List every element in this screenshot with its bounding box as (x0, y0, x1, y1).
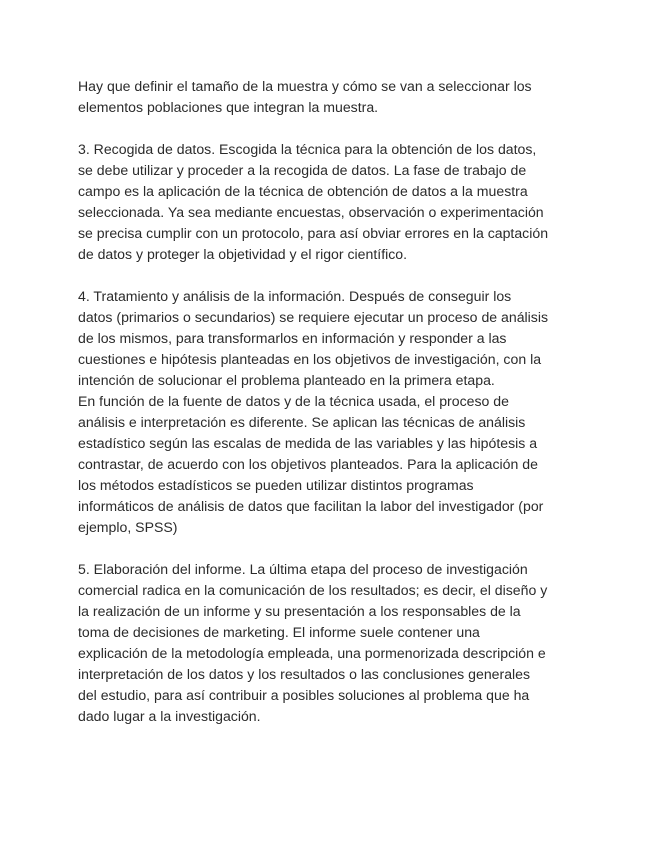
text-line: elementos poblaciones que integran la muestra. (78, 99, 379, 115)
text-line: ejemplo, SPSS) (78, 519, 178, 535)
text-line: contrastar, de acuerdo con los objetivos planteados. Para la aplicación de (78, 456, 538, 472)
text-line: dado lugar a la investigación. (78, 708, 261, 724)
paragraph-elaboracion-informe (78, 559, 588, 727)
text-line: análisis e interpretación es diferente. Se aplican las técnicas de análisis (78, 414, 526, 430)
text-line: campo es la aplicación de la técnica de obtención de datos a la muestra (78, 183, 528, 199)
text-line: 4. Tratamiento y análisis de la información. Después de conseguir los (78, 288, 512, 304)
paragraph-muestra (78, 76, 588, 118)
text-line: explicación de la metodología empleada, una pormenorizada descripción e (78, 645, 546, 661)
text-line: datos (primarios o secundarios) se requiere ejecutar un proceso de análisis (78, 309, 549, 325)
text-line: toma de decisiones de marketing. El informe suele contener una (78, 624, 480, 640)
paragraph-recogida-de-datos (78, 139, 588, 265)
text-line: comercial radica en la comunicación de los resultados; es decir, el diseño y (78, 582, 548, 598)
text-line: estadístico según las escalas de medida de las variables y las hipótesis a (78, 435, 538, 451)
text-line: de los mismos, para transformarlos en información y responder a las (78, 330, 507, 346)
text-line: del estudio, para así contribuir a posibles soluciones al problema que ha (78, 687, 530, 703)
text-line: 5. Elaboración del informe. La última etapa del proceso de investigación (78, 561, 528, 577)
paragraph-tratamiento-analisis (78, 286, 588, 538)
text-line: seleccionada. Ya sea mediante encuestas, observación o experimentación (78, 204, 544, 220)
text-line: Hay que definir el tamaño de la muestra y cómo se van a seleccionar los (78, 78, 532, 94)
text-line: se precisa cumplir con un protocolo, para así obviar errores en la captación (78, 225, 549, 241)
text-line: 3. Recogida de datos. Escogida la técnica para la obtención de los datos, (78, 141, 537, 157)
text-line: En función de la fuente de datos y de la técnica usada, el proceso de (78, 393, 509, 409)
text-line: de datos y proteger la objetividad y el rigor científico. (78, 246, 408, 262)
text-line: los métodos estadísticos se pueden utilizar distintos programas (78, 477, 474, 493)
document-body (78, 76, 588, 748)
text-line: cuestiones e hipótesis planteadas en los objetivos de investigación, con la (78, 351, 542, 367)
text-line: intención de solucionar el problema planteado en la primera etapa. (78, 372, 495, 388)
text-line: la realización de un informe y su presentación a los responsables de la (78, 603, 521, 619)
text-line: informáticos de análisis de datos que facilitan la labor del investigador (por (78, 498, 544, 514)
text-line: interpretación de los datos y los resultados o las conclusiones generales (78, 666, 531, 682)
text-line: se debe utilizar y proceder a la recogida de datos. La fase de trabajo de (78, 162, 527, 178)
